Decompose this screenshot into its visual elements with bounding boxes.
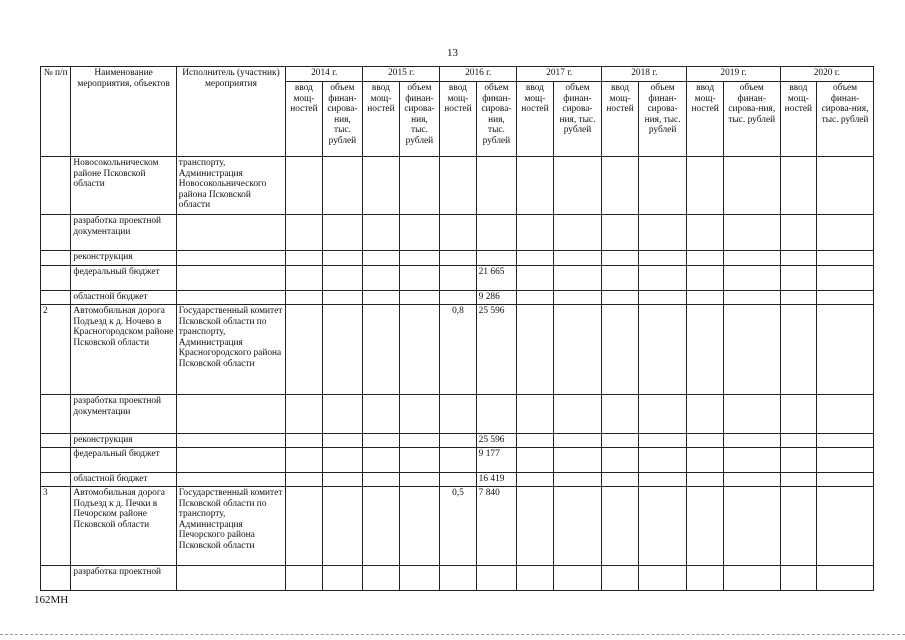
page-number: 13 xyxy=(447,47,458,59)
table-row xyxy=(41,473,874,487)
document-code: 162МН xyxy=(34,594,69,606)
row-name: Автомобильная дорога Подъезд к д. Печки в Печорском районе Псковской области xyxy=(71,487,176,566)
row-name: разработка проектной документации xyxy=(71,395,176,434)
table-row xyxy=(41,266,874,291)
header-capacity-2020: ввод мощ-ностей xyxy=(780,82,816,157)
capacity-2016-cell: 0,8 xyxy=(440,305,476,395)
table-row xyxy=(41,487,874,566)
table-row xyxy=(41,566,874,591)
finance-2016-cell: 16 419 xyxy=(476,473,517,487)
header-capacity-2017: ввод мощ-ностей xyxy=(517,82,553,157)
finance-2016-cell: 9 177 xyxy=(476,448,517,473)
header-row-years xyxy=(41,67,874,82)
table-row xyxy=(41,448,874,473)
row-name: разработка проектной документации xyxy=(71,215,176,251)
row-no: 2 xyxy=(41,305,71,395)
header-capacity-2016: ввод мощ-ностей xyxy=(440,82,476,157)
header-capacity-2015: ввод мощ-ностей xyxy=(363,82,399,157)
header-finance-2015: объем финан-сирова-ния, тыс. рублей xyxy=(399,82,440,157)
header-year-2019: 2019 г. xyxy=(687,67,780,82)
finance-2016-cell: 7 840 xyxy=(476,487,517,566)
header-year-2014: 2014 г. xyxy=(286,67,363,82)
row-name: реконструкция xyxy=(71,251,176,266)
header-capacity-2019: ввод мощ-ностей xyxy=(687,82,723,157)
header-finance-2019: объем финан-сирова-ния, тыс. рублей xyxy=(723,82,780,157)
finance-2016-cell: 9 286 xyxy=(476,291,517,305)
table-row xyxy=(41,157,874,215)
header-name: Наименование мероприятия, объектов xyxy=(71,67,176,157)
row-executor: Государственный комитет Псковской области по транспорту, Администрация Печорского района Псковской области xyxy=(176,487,285,566)
table-row xyxy=(41,291,874,305)
finance-2016-cell: 25 596 xyxy=(476,434,517,448)
row-name: реконструкция xyxy=(71,434,176,448)
header-capacity-2018: ввод мощ-ностей xyxy=(602,82,638,157)
page-edge-divider xyxy=(0,634,905,635)
row-name: федеральный бюджет xyxy=(71,266,176,291)
row-name: федеральный бюджет xyxy=(71,448,176,473)
header-year-2016: 2016 г. xyxy=(440,67,517,82)
finance-2016-cell: 25 596 xyxy=(476,305,517,395)
table-row xyxy=(41,305,874,395)
header-year-2015: 2015 г. xyxy=(363,67,440,82)
table-row xyxy=(41,434,874,448)
header-year-2020: 2020 г. xyxy=(780,67,873,82)
row-executor: Государственный комитет Псковской области по транспорту, Администрация Красногородского района Псковской области xyxy=(176,305,285,395)
row-no: 3 xyxy=(41,487,71,566)
row-name: разработка проектной xyxy=(71,566,176,591)
table-row xyxy=(41,395,874,434)
table-row xyxy=(41,251,874,266)
header-executor: Исполнитель (участник) мероприятия xyxy=(176,67,285,157)
header-finance-2018: объем финан-сирова-ния, тыс. рублей xyxy=(638,82,687,157)
program-table xyxy=(40,66,874,591)
header-no: № п/п xyxy=(41,67,71,157)
finance-2016-cell: 21 665 xyxy=(476,266,517,291)
row-name: областной бюджет xyxy=(71,473,176,487)
row-name: Автомобильная дорога Подъезд к д. Ночево в Красногородском районе Псковской области xyxy=(71,305,176,395)
row-name: областной бюджет xyxy=(71,291,176,305)
header-capacity-2014: ввод мощ-ностей xyxy=(286,82,322,157)
header-year-2017: 2017 г. xyxy=(517,67,602,82)
header-finance-2020: объем финан-сирова-ния, тыс. рублей xyxy=(817,82,874,157)
row-no xyxy=(41,157,71,215)
header-finance-2017: объем финан-сирова-ния, тыс. рублей xyxy=(553,82,602,157)
row-name: Новосокольническом районе Псковской области xyxy=(71,157,176,215)
header-finance-2014: объем финан-сирова-ния, тыс. рублей xyxy=(322,82,363,157)
header-year-2018: 2018 г. xyxy=(602,67,687,82)
table-row xyxy=(41,215,874,251)
header-finance-2016: объем финан-сирова-ния, тыс. рублей xyxy=(476,82,517,157)
row-executor: транспорту, Администрация Новосокольнического района Псковской области xyxy=(176,157,285,215)
capacity-2016-cell: 0,5 xyxy=(440,487,476,566)
